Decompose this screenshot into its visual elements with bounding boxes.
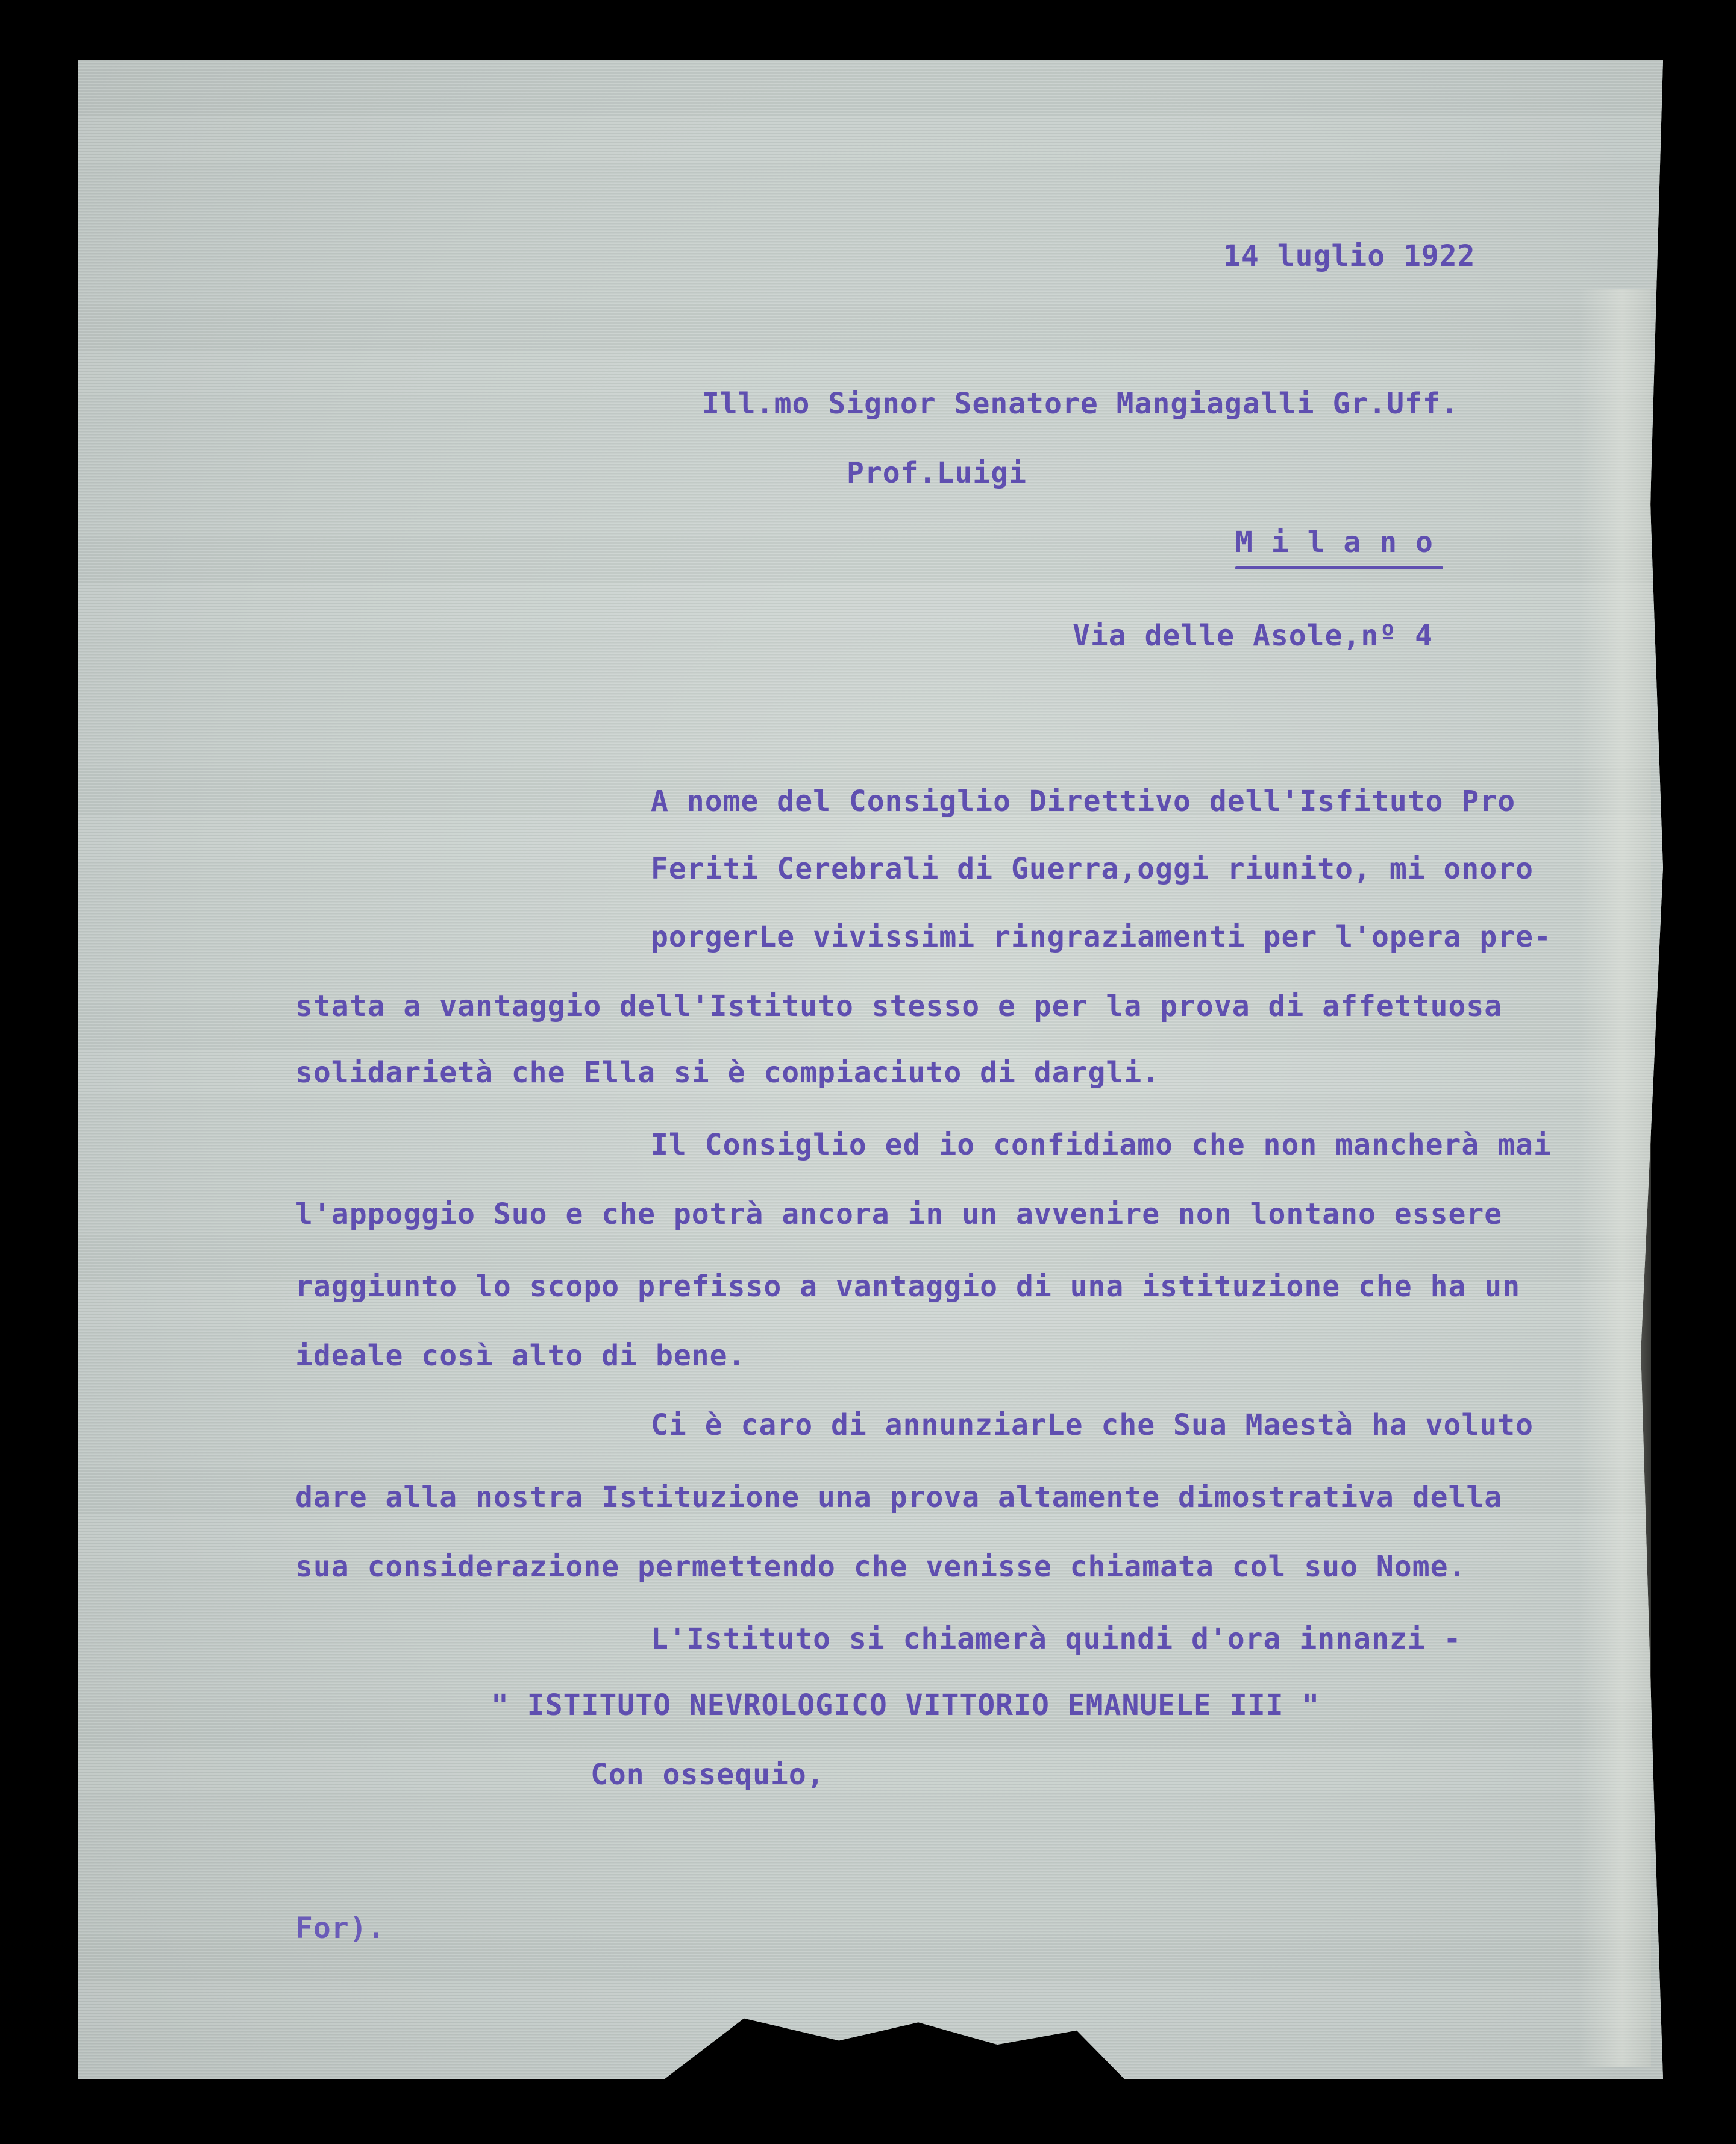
body-line: dare alla nostra Istituzione una prova altamente dimostrativa della [295,1481,1503,1514]
body-line: Ci è caro di annunziarLe che Sua Maestà ha voluto [651,1408,1534,1442]
signature-initials: For). [295,1911,386,1945]
body-line: porgerLe vivissimi ringraziamenti per l'opera pre- [651,920,1552,954]
body-line: A nome del Consiglio Direttivo dell'Isfituto Pro [651,785,1516,818]
body-line: Feriti Cerebrali di Guerra,oggi riunito, mi onoro [651,852,1534,886]
body-line: l'appoggio Suo e che potrà ancora in un avvenire non lontano essere [295,1197,1503,1231]
body-line: solidarietà che Ella si è compiaciuto di dargli. [295,1056,1161,1089]
letter-date: 14 luglio 1922 [1223,239,1476,273]
city-underline [1235,566,1443,569]
recipient-line-2: Prof.Luigi [847,456,1027,490]
recipient-city: M i l a n o [1235,525,1434,559]
body-line: ideale così alto di bene. [295,1339,746,1373]
body-line: raggiunto lo scopo prefisso a vantaggio di una istituzione che ha un [295,1270,1521,1303]
recipient-line-1: Ill.mo Signor Senatore Mangiagalli Gr.Uff. [702,387,1459,421]
recipient-address: Via delle Asole,nº 4 [1073,619,1433,653]
body-line: Il Consiglio ed io confidiamo che non mancherà mai [651,1128,1552,1162]
paper-edge [1579,289,1651,2067]
body-line: L'Istituto si chiamerà quindi d'ora innanzi - [651,1622,1462,1656]
institute-name-line: " ISTITUTO NEVROLOGICO VITTORIO EMANUELE III " [491,1688,1320,1722]
body-line: sua considerazione permettendo che venisse chiamata col suo Nome. [295,1550,1467,1584]
body-line: stata a vantaggio dell'Istituto stesso e per la prova di affettuosa [295,989,1503,1023]
closing: Con ossequio, [591,1758,825,1791]
